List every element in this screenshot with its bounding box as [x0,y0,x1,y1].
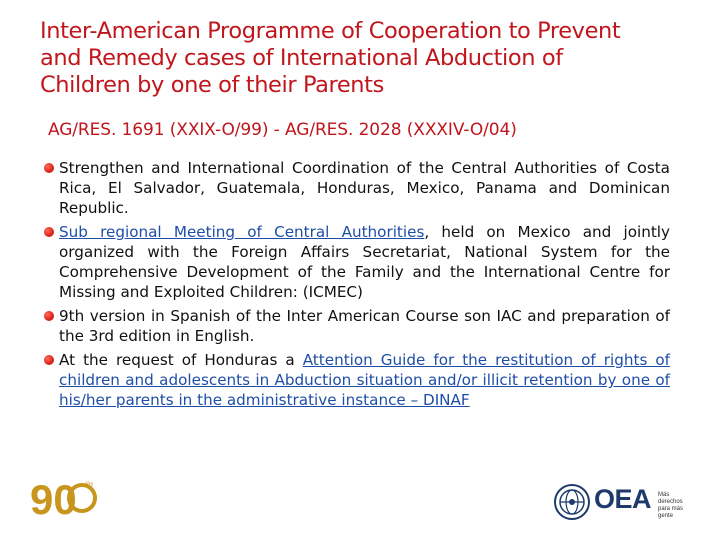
bullet-icon [44,311,54,321]
logo-number: 90 [30,476,77,523]
sub-regional-meeting-link[interactable]: Sub regional Meeting of Central Authorities [59,223,425,241]
oea-text: OEA [594,484,652,514]
bullet-item [44,350,670,410]
bullet-text: Strengthen and International Coordination of the Central Authorities of Costa Rica, El Salvador, Guatemala, Honduras, Mexico, Panama and Dominican Republic. [59,159,670,217]
bullet-icon [44,163,54,173]
bullet-item [44,222,670,302]
bullet-icon [44,227,54,237]
bullet-item [44,158,670,218]
bullet-icon [44,355,54,365]
bullet-item [44,306,670,346]
resolution-subtitle: AG/RES. 1691 (XXIX-O/99) - AG/RES. 2028 (XXXIV-O/04) [48,120,517,140]
bullet-text: At the request of Honduras a [59,351,303,369]
logo-iin-text: iin [85,480,94,489]
bullet-text: , held on Mexico and jointly organized with the Foreign Affairs Secretariat, National System for the Comprehensive Development of the Family and the International Centre for Missing and Exploited Children: (ICMEC) [59,223,670,301]
oea-logo [552,480,692,524]
title-line: Children by one of their Parents [40,72,384,98]
oea-globe-icon [552,482,592,522]
bullet-list [44,158,670,414]
oea-tagline: Más derechos para más gente [658,492,684,519]
attention-guide-link[interactable]: Attention Guide for the restitution of rights of children and adolescents in Abduction situation and/or illicit retention by one of his/her parents in the administrative instance – DINAF [59,351,670,409]
title-line: and Remedy cases of International Abduction of [40,45,563,71]
title-line: Inter-American Programme of Cooperation to Prevent [40,18,621,44]
bullet-text: 9th version in Spanish of the Inter American Course son IAC and preparation of the 3rd edition in English. [59,307,670,345]
page-title [40,18,700,99]
iin-90-logo [30,474,100,524]
